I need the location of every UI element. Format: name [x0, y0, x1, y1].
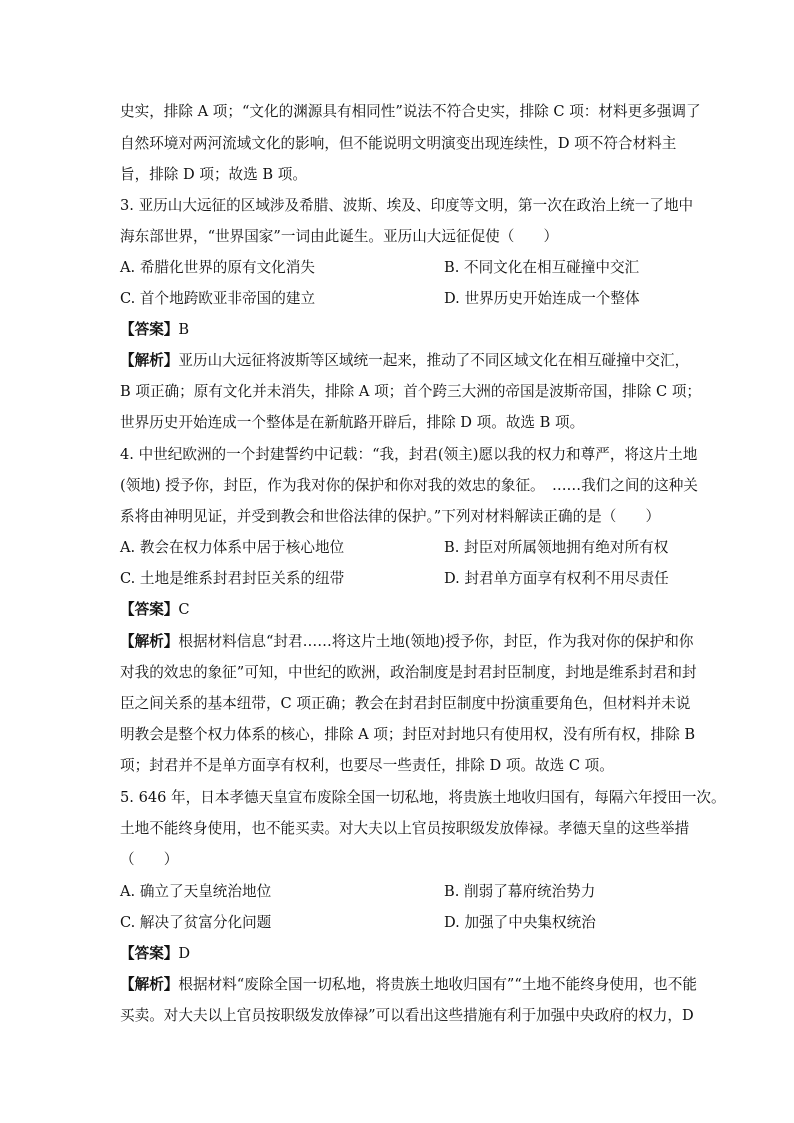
q4-analysis-text-1: 根据材料信息“封君……将这片土地(领地)授予你，封臣，作为我对你的保护和你 [178, 633, 694, 650]
q5-stem-line-1: 5. 646 年，日本孝德天皇宣布废除全国一切私地，将贵族土地收归国有，每隔六年授田一次。 [120, 789, 726, 806]
q5-analysis-tag: 【解析】 [120, 976, 179, 993]
q5-stem-line-2: 土地不能终身使用，也不能买卖。对大夫以上官员按职级发放俸禄。孝德天皇的这些举措 [120, 820, 690, 837]
q3-answer [120, 320, 189, 340]
q4-option-a: A. 教会在权力体系中居于核心地位 [120, 539, 345, 556]
q3-analysis-line-3: 世界历史开始连成一个整体是在新航路开辟后，排除 D 项。故选 B 项。 [120, 414, 585, 431]
q5-answer-value: D [178, 945, 191, 962]
q4-answer-tag: 【答案】 [120, 601, 179, 618]
q3-stem-line-1: 3. 亚历山大远征的区域涉及希腊、波斯、埃及、印度等文明，第一次在政治上统一了地中 [120, 197, 694, 214]
q5-analysis-line-2: 买卖。对大夫以上官员按职级发放俸禄”可以看出这些措施有利于加强中央政府的权力，D [120, 1007, 694, 1024]
q4-option-d: D. 封君单方面享有权利不用尽责任 [444, 570, 669, 587]
q4-answer-value: C [178, 601, 190, 618]
q4-stem-line-1: 4. 中世纪欧洲的一个封建誓约中记载：“我，封君(领主)愿以我的权力和尊严，将这片土地 [120, 446, 698, 463]
q4-stem-line-2: (领地) 授予你，封臣，作为我对你的保护和你对我的效忠的象征。 ……我们之间的这种关 [120, 477, 698, 494]
q4-option-b: B. 封臣对所属领地拥有绝对所有权 [444, 539, 669, 556]
q3-analysis-line-2: B 项正确；原有文化并未消失，排除 A 项；首个跨三大洲的帝国是波斯帝国，排除 C 项； [120, 383, 702, 400]
prev-explanation-line-3: 旨，排除 D 项；故选 B 项。 [120, 166, 307, 183]
q3-option-c: C. 首个地跨欧亚非帝国的建立 [120, 290, 316, 307]
q5-analysis-text-1: 根据材料“废除全国一切私地，将贵族土地收归国有”“土地不能终身使用，也不能 [178, 976, 697, 993]
q3-answer-tag: 【答案】 [120, 321, 179, 338]
q5-option-b: B. 削弱了幕府统治势力 [444, 883, 596, 900]
q4-analysis-line-1 [120, 632, 693, 652]
q3-option-a: A. 希腊化世界的原有文化消失 [120, 259, 315, 276]
q5-option-d: D. 加强了中央集权统治 [444, 914, 596, 931]
q3-stem-line-2: 海东部世界，“世界国家”一词由此诞生。亚历山大远征促使（ ） [120, 228, 559, 245]
q5-answer-tag: 【答案】 [120, 945, 179, 962]
q4-analysis-line-2: 对我的效忠的象征”可知，中世纪的欧洲，政治制度是封君封臣制度，封地是维系封君和封 [120, 664, 697, 681]
q5-answer [120, 944, 190, 964]
q5-option-c: C. 解决了贫富分化问题 [120, 914, 272, 931]
q4-stem-line-3: 系将由神明见证，并受到教会和世俗法律的保护。”下列对材料解读正确的是（ ） [120, 508, 661, 525]
q5-analysis-line-1 [120, 975, 697, 995]
q3-option-b: B. 不同文化在相互碰撞中交汇 [444, 259, 640, 276]
q4-analysis-line-3: 臣之间关系的基本纽带，C 项正确；教会在封君封臣制度中扮演重要角色，但材料并未说 [120, 695, 691, 712]
q3-answer-value: B [178, 321, 190, 338]
q4-option-c: C. 土地是维系封君封臣关系的纽带 [120, 570, 345, 587]
q3-analysis-line-1 [120, 351, 689, 371]
q4-analysis-tag: 【解析】 [120, 633, 179, 650]
q3-option-d: D. 世界历史开始连成一个整体 [444, 290, 640, 307]
prev-explanation-line-1: 史实，排除 A 项；“文化的渊源具有相同性”说法不符合史实，排除 C 项：材料更多强调了 [120, 103, 701, 120]
q4-analysis-line-5: 项；封君并不是单方面享有权利，也要尽一些责任，排除 D 项。故选 C 项。 [120, 757, 614, 774]
q5-stem-line-3: （ ） [120, 851, 179, 868]
q3-analysis-text-1: 亚历山大远征将波斯等区域统一起来，推动了不同区域文化在相互碰撞中交汇， [178, 352, 690, 369]
q4-analysis-line-4: 明教会是整个权力体系的核心，排除 A 项；封臣对封地只有使用权，没有所有权，排除 B [120, 726, 696, 743]
prev-explanation-line-2: 自然环境对两河流域文化的影响，但不能说明文明演变出现连续性，D 项不符合材料主 [120, 135, 677, 152]
q4-answer [120, 600, 190, 620]
q5-option-a: A. 确立了天皇统治地位 [120, 883, 272, 900]
q3-analysis-tag: 【解析】 [120, 352, 179, 369]
